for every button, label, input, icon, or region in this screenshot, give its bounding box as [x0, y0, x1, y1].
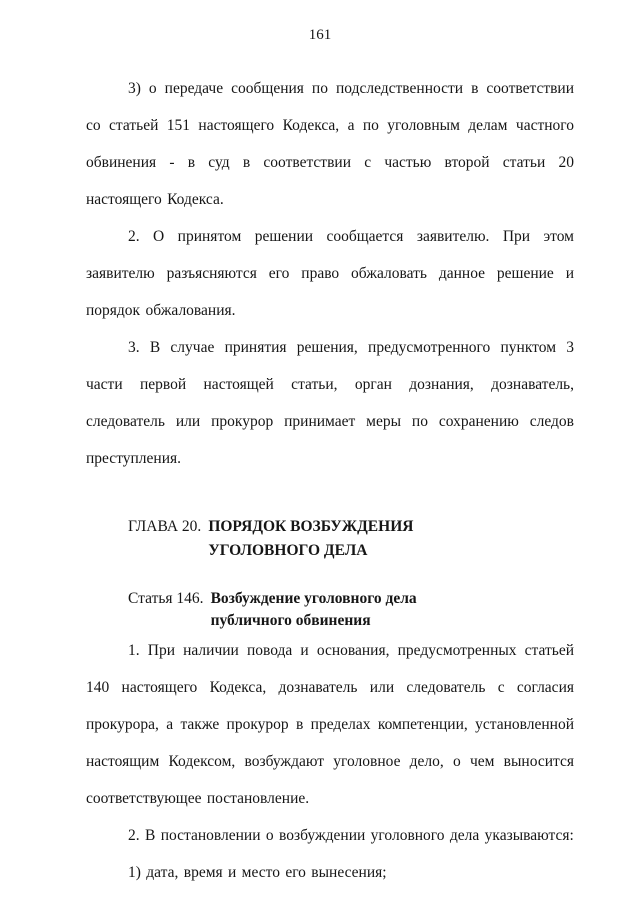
chapter-title: ПОРЯДОК ВОЗБУЖДЕНИЯ УГОЛОВНОГО ДЕЛА — [208, 518, 414, 559]
chapter-number: ГЛАВА 20. — [128, 518, 202, 535]
page-content — [86, 70, 574, 891]
paragraph-case-initiation: 1. При наличии повода и основания, предусмотренных статьей 140 настоящего Кодекса, дознаватель или следователь с согласия прокурора, а также прокурор в пределах компетенции, установленной настоящим Кодексом, возбуждают уголовное дело, о чем выносится соответствующее постановление. — [86, 642, 574, 807]
article-number: Статья 146. — [128, 590, 204, 607]
paragraph-preserve-traces: 3. В случае принятия решения, предусмотренного пунктом 3 части первой настоящей статьи, орган дознания, дознаватель, следователь или прокурор принимает меры по сохранению следов преступления. — [86, 339, 574, 467]
article-heading — [128, 588, 574, 632]
chapter-heading — [128, 515, 574, 563]
paragraph-transfer-jurisdiction: 3) о передаче сообщения по подследственности в соответствии со статьей 151 настоящего Кодекса, а по уголовным делам частного обвинения - в суд в соответствии с частью второй статьи 20 настоящего Кодекса. — [86, 80, 574, 208]
article-title: Возбуждение уголовного дела публичного обвинения — [210, 590, 417, 629]
paragraph-resolution-list-intro: 2. В постановлении о возбуждении уголовного дела указываются: — [128, 827, 574, 844]
page-number: 161 — [308, 27, 332, 43]
paragraph-resolution-item-date: 1) дата, время и место его вынесения; — [128, 864, 387, 881]
paragraph-decision-notice: 2. О принятом решении сообщается заявителю. При этом заявителю разъясняются его право обжаловать данное решение и порядок обжалования. — [86, 228, 574, 319]
